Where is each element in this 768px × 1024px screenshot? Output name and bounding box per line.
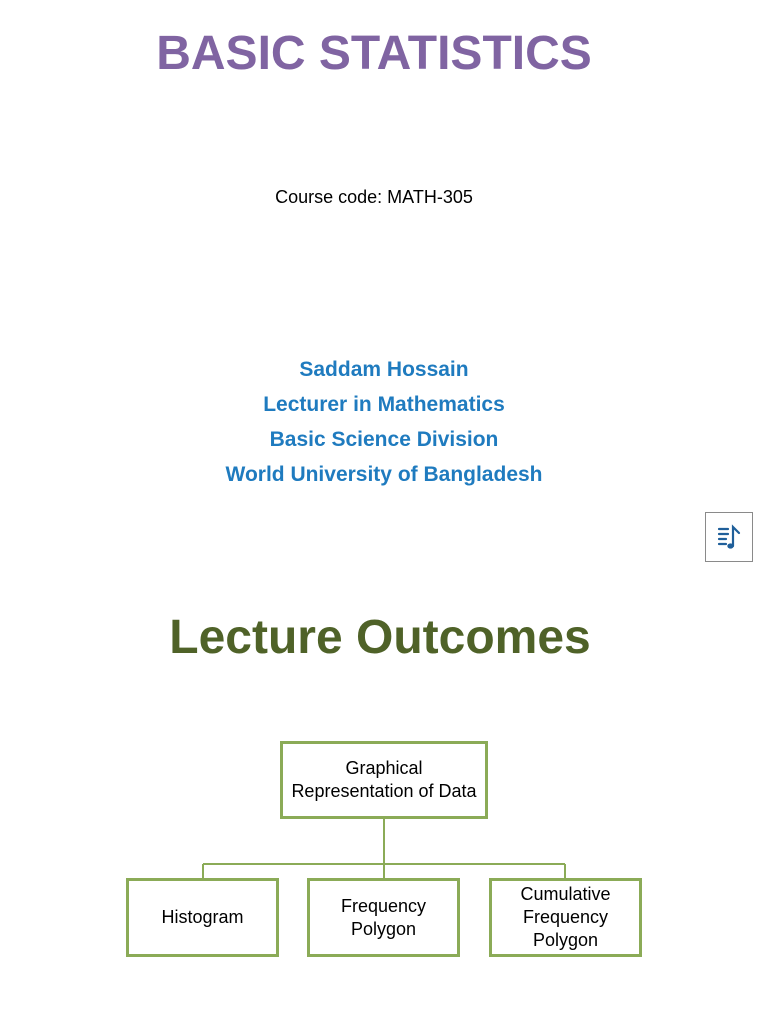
diagram-root-node: Graphical Representation of Data (280, 741, 488, 819)
diagram-node-frequency-polygon: Frequency Polygon (307, 878, 460, 957)
author-university: World University of Bangladesh (225, 463, 543, 486)
section-title: Lecture Outcomes (169, 611, 591, 664)
diagram-node-histogram: Histogram (126, 878, 279, 957)
course-code: Course code: MATH-305 (275, 187, 473, 207)
page-title: BASIC STATISTICS (156, 27, 592, 80)
playlist-music-icon (717, 524, 741, 550)
author-name: Saddam Hossain (299, 358, 469, 381)
diagram-node-cumulative-frequency-polygon: Cumulative Frequency Polygon (489, 878, 642, 957)
author-division: Basic Science Division (269, 428, 499, 451)
author-position: Lecturer in Mathematics (263, 393, 505, 416)
audio-playlist-button[interactable] (705, 512, 753, 562)
author-block (0, 352, 768, 492)
